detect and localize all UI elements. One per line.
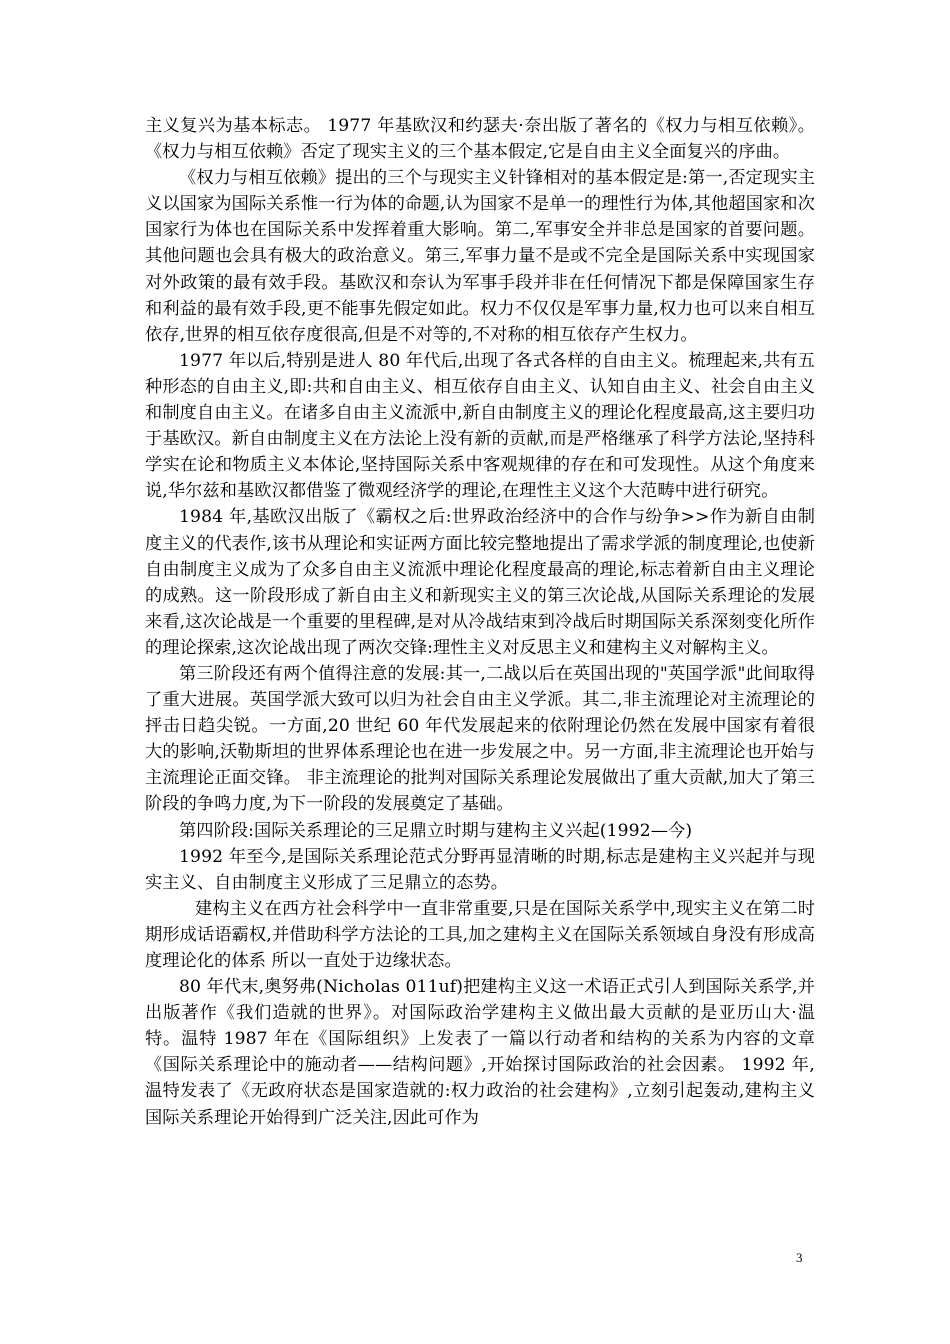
paragraph: 第三阶段还有两个值得注意的发展:其一,二战以后在英国出现的"英国学派"此间取得了重大进展。英国学派大致可以归为社会自由主义学派。其二,非主流理论对主流理论的抨击日趋尖锐。一方面,20 世纪 60 年代发展起来的依附理论仍然在发展中国家有着很大的影响,沃勒斯坦的世界体系理论也在进一步发展之中。另一方面,非主流理论也开始与主流理论正面交锋。 非主流理论的批判对国际关系理论发展做出了重大贡献,加大了第三阶段的争鸣力度,为下一阶段的发展奠定了基础。 <box>145 663 815 815</box>
page-number: 3 <box>796 1250 803 1265</box>
paragraph: 1977 年以后,特别是进人 80 年代后,出现了各式各样的自由主义。梳理起来,共有五种形态的自由主义,即:共和自由主义、相互依存自由主义、认知自由主义、社会自由主义和制度自由主义。在诸多自由主义流派中,新自由制度主义的理论化程度最高,这主要归功于基欧汉。新自由制度主义在方法论上没有新的贡献,而是严格继承了科学方法论,坚持科学实在论和物质主义本体论,坚持国际关系中客观规律的存在和可发现性。从这个角度来说,华尔兹和基欧汉都借鉴了微观经济学的理论,在理性主义这个大范畴中进行研究。 <box>145 350 815 502</box>
paragraph: 1992 年至今,是国际关系理论范式分野再显清晰的时期,标志是建构主义兴起并与现实主义、自由制度主义形成了三足鼎立的态势。 <box>145 846 815 893</box>
section-heading: 第四阶段:国际关系理论的三足鼎立时期与建构主义兴起(1992—今) <box>179 820 693 841</box>
paragraph: 主义复兴为基本标志。 1977 年基欧汉和约瑟夫·奈出版了著名的《权力与相互依赖》。《权力与相互依赖》否定了现实主义的三个基本假定,它是自由主义全面复兴的序曲。 <box>145 116 815 163</box>
body-text <box>145 113 815 1131</box>
paragraph: 《权力与相互依赖》提出的三个与现实主义针锋相对的基本假定是:第一,否定现实主义以国家为国际关系惟一行为体的命题,认为国家不是单一的理性行为体,其他超国家和次国家行为体也在国际关系中发挥着重大影响。第二,军事安全并非总是国家的首要问题。其他问题也会具有极大的政治意义。第三,军事力量不是或不完全是国际关系中实现国家对外政策的最有效手段。基欧汉和奈认为军事手段并非在任何情况下都是保障国家生存和利益的最有效手段,更不能事先假定如此。权力不仅仅是军事力量,权力也可以来自相互依存,世界的相互依存度很高,但是不对等的,不对称的相互依存产生权力。 <box>145 168 815 345</box>
paragraph: 80 年代末,奥努弗(Nicholas 011uf)把建构主义这一术语正式引人到国际关系学,并出版著作《我们造就的世界》。对国际政治学建构主义做出最大贡献的是亚历山大·温特。温特 1987 年在《国际组织》上发表了一篇以行动者和结构的关系为内容的文章《国际关系理论中的施动者——结构问题》,开始探讨国际政治的社会因素。 1992 年,温特发表了《无政府状态是国家造就的:权力政治的社会建构》,立刻引起轰动,建构主义国际关系理论开始得到广泛关注,因此可作为 <box>145 977 815 1128</box>
paragraph: 1984 年,基欧汉出版了《霸权之后:世界政治经济中的合作与纷争>>作为新自由制度主义的代表作,该书从理论和实证两方面比较完整地提出了需求学派的制度理论,也使新自由制度主义成为了众多自由主义流派中理论化程度最高的理论,标志着新自由主义理论的成熟。这一阶段形成了新自由主义和新现实主义的第三次论战,从国际关系理论的发展来看,这次论战是一个重要的里程碑,是对从冷战结束到冷战后时期国际关系深刻变化所作的理论探索,这次论战出现了两次交锋:理性主义对反思主义和建构主义对解构主义。 <box>145 507 815 658</box>
paragraph: 建构主义在西方社会科学中一直非常重要,只是在国际关系学中,现实主义在第二时期形成话语霸权,并借助科学方法论的工具,加之建构主义在国际关系领域自身没有形成高度理论化的体系 所以一直处于边缘状态。 <box>145 898 815 971</box>
